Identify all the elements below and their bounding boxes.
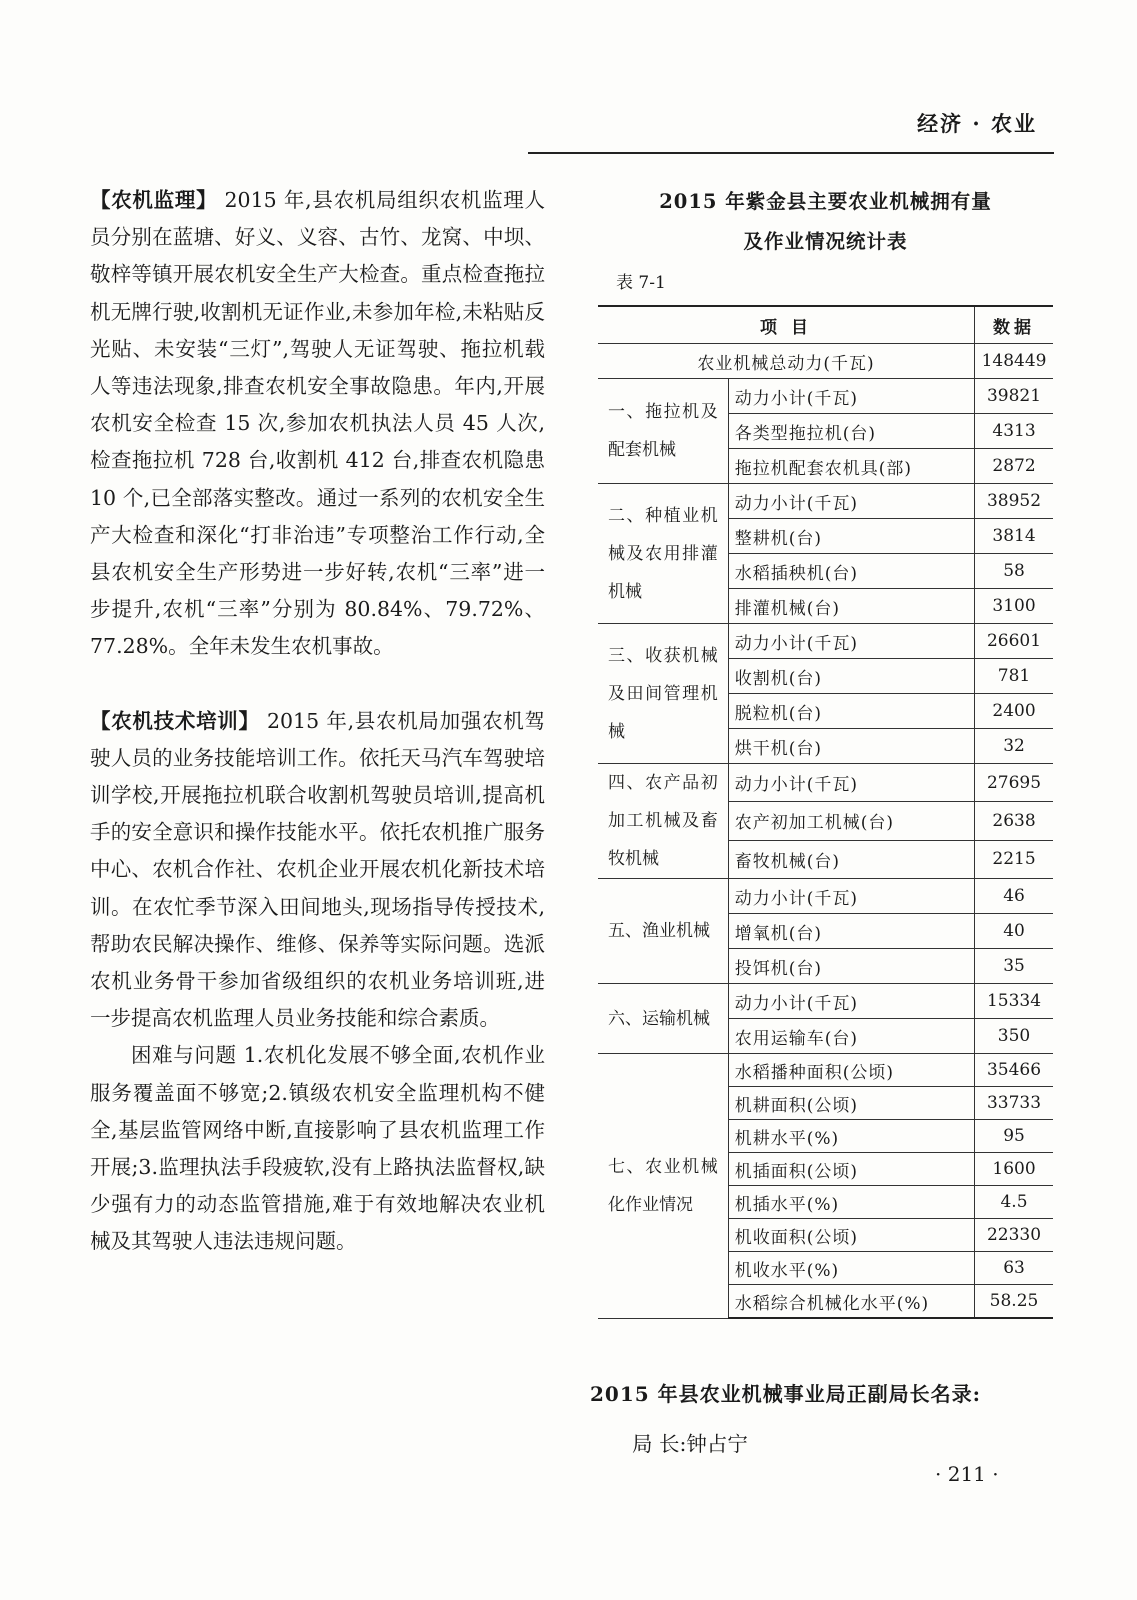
item-cell: 动力小计(千瓦) [728,984,974,1019]
value-cell: 350 [975,1019,1053,1054]
value-cell: 2215 [975,840,1053,878]
spacer [90,666,545,703]
paragraph-title: 【农机监理】 [90,188,218,212]
total-label: 农业机械总动力(千瓦) [598,344,975,379]
value-cell: 781 [975,659,1053,694]
value-cell: 15334 [975,984,1053,1019]
table-row-total [598,344,1053,379]
value-cell: 46 [975,879,1053,914]
table-title-line: 及作业情况统计表 [743,230,908,253]
paragraph-supervision [90,182,545,666]
category-cell: 一、拖拉机及配套机械 [598,379,728,484]
category-cell: 三、收获机械及田间管理机械 [598,624,728,764]
category-cell: 六、运输机械 [598,984,728,1054]
value-cell: 38952 [975,484,1053,519]
item-cell: 机耕面积(公顷) [728,1087,974,1120]
table-row [598,764,1053,802]
item-cell: 水稻插秧机(台) [728,554,974,589]
item-cell: 水稻播种面积(公顷) [728,1054,974,1087]
paragraph-body: 2015 年,县农机局组织农机监理人员分别在蓝塘、好义、义容、古竹、龙窝、中坝、敬梓等镇开展农机安全生产大检查。重点检查拖拉机无牌行驶,收割机无证作业,未参加年检,未粘贴反光贴、未安装“三灯”,驾驶人无证驾驶、拖拉机载人等违法现象,排查农机安全事故隐患。年内,开展农机安全检查 15 次,参加农机执法人员 45 人次,检查拖拉机 728 台,收割机 412 台,排查农机隐患 10 个,已全部落实整改。通过一系列的农机安全生产大检查和深化“打非治违”专项整治工作行动,全县农机安全生产形势进一步好转,农机“三率”进一步提升,农机“三率”分别为 80.84%、79.72%、77.28%。全年未发生农机事故。 [90,188,545,659]
value-cell: 4.5 [975,1186,1053,1219]
directors-heading: 2015 年县农业机械事业局正副局长名录: [590,1382,982,1406]
item-cell: 收割机(台) [728,659,974,694]
item-cell: 排灌机械(台) [728,589,974,624]
category-cell: 五、渔业机械 [598,879,728,984]
right-column [598,182,1053,1319]
value-cell: 35466 [975,1054,1053,1087]
item-cell: 动力小计(千瓦) [728,764,974,802]
paragraph-title: 【农机技术培训】 [90,708,260,733]
total-value: 148449 [975,344,1053,379]
value-cell: 58.25 [975,1285,1053,1319]
table-row [598,1054,1053,1087]
table-title-line: 2015 年紫金县主要农业机械拥有量 [659,190,992,213]
stats-table [598,305,1053,1319]
table-row [598,624,1053,659]
value-cell: 95 [975,1120,1053,1153]
table-row [598,879,1053,914]
item-cell: 动力小计(千瓦) [728,484,974,519]
section-header: 经济 · 农业 [917,111,1037,136]
category-cell: 四、农产品初加工机械及畜牧机械 [598,764,728,879]
table-row [598,984,1053,1019]
paragraph-problems: 困难与问题 1.农机化发展不够全面,农机作业服务覆盖面不够宽;2.镇级农机安全监理机构不健全,基层监管网络中断,直接影响了县农机监理工作开展;3.监理执法手段疲软,没有上路执法监督权,缺少强有力的动态监管措施,难于有效地解决农业机械及其驾驶人违法违规问题。 [90,1043,545,1254]
item-cell: 投饵机(台) [728,949,974,984]
value-cell: 58 [975,554,1053,589]
table-header-row [598,306,1053,344]
item-cell: 机插面积(公顷) [728,1153,974,1186]
item-cell: 增氧机(台) [728,914,974,949]
paragraph-training [90,703,545,1038]
paragraph-body: 2015 年,县农机局加强农机驾驶人员的业务技能培训工作。依托天马汽车驾驶培训学校,开展拖拉机联合收割机驾驶员培训,提高机手的安全意识和操作技能水平。依托农机推广服务中心、农机合作社、农机企业开展农机化新技术培训。在农忙季节深入田间地头,现场指导传授技术,帮助农民解决操作、维修、保养等实际问题。选派农机业务骨干参加省级组织的农机业务培训班,进一步提高农机监理人员业务技能和综合素质。 [90,708,546,1031]
value-cell: 39821 [975,379,1053,414]
item-cell: 脱粒机(台) [728,694,974,729]
item-cell: 整耕机(台) [728,519,974,554]
page-number: · 211 · [935,1462,999,1486]
item-cell: 畜牧机械(台) [728,840,974,878]
item-cell: 动力小计(千瓦) [728,624,974,659]
item-cell: 机收水平(%) [728,1252,974,1285]
item-cell: 机插水平(%) [728,1186,974,1219]
value-cell: 27695 [975,764,1053,802]
column-header-item: 项 目 [598,306,975,344]
value-cell: 1600 [975,1153,1053,1186]
value-cell: 26601 [975,624,1053,659]
item-cell: 机耕水平(%) [728,1120,974,1153]
table-number: 表 7-1 [616,273,666,293]
director-entry: 局 长:钟占宁 [632,1432,748,1456]
value-cell: 3814 [975,519,1053,554]
table-row [598,379,1053,414]
table-title [598,182,1053,262]
value-cell: 33733 [975,1087,1053,1120]
value-cell: 63 [975,1252,1053,1285]
category-cell: 二、种植业机械及农用排灌机械 [598,484,728,624]
item-cell: 机收面积(公顷) [728,1219,974,1252]
item-cell: 农产初加工机械(台) [728,802,974,840]
table-row [598,484,1053,519]
category-cell: 七、农业机械化作业情况 [598,1054,728,1319]
value-cell: 32 [975,729,1053,764]
column-header-data: 数据 [975,306,1053,344]
header-rule [528,152,1054,154]
value-cell: 40 [975,914,1053,949]
value-cell: 22330 [975,1219,1053,1252]
item-cell: 烘干机(台) [728,729,974,764]
value-cell: 2638 [975,802,1053,840]
item-cell: 拖拉机配套农机具(部) [728,449,974,484]
value-cell: 2400 [975,694,1053,729]
item-cell: 各类型拖拉机(台) [728,414,974,449]
item-cell: 水稻综合机械化水平(%) [728,1285,974,1319]
value-cell: 3100 [975,589,1053,624]
value-cell: 2872 [975,449,1053,484]
value-cell: 4313 [975,414,1053,449]
item-cell: 动力小计(千瓦) [728,379,974,414]
item-cell: 农用运输车(台) [728,1019,974,1054]
item-cell: 动力小计(千瓦) [728,879,974,914]
left-column [90,182,545,1261]
value-cell: 35 [975,949,1053,984]
